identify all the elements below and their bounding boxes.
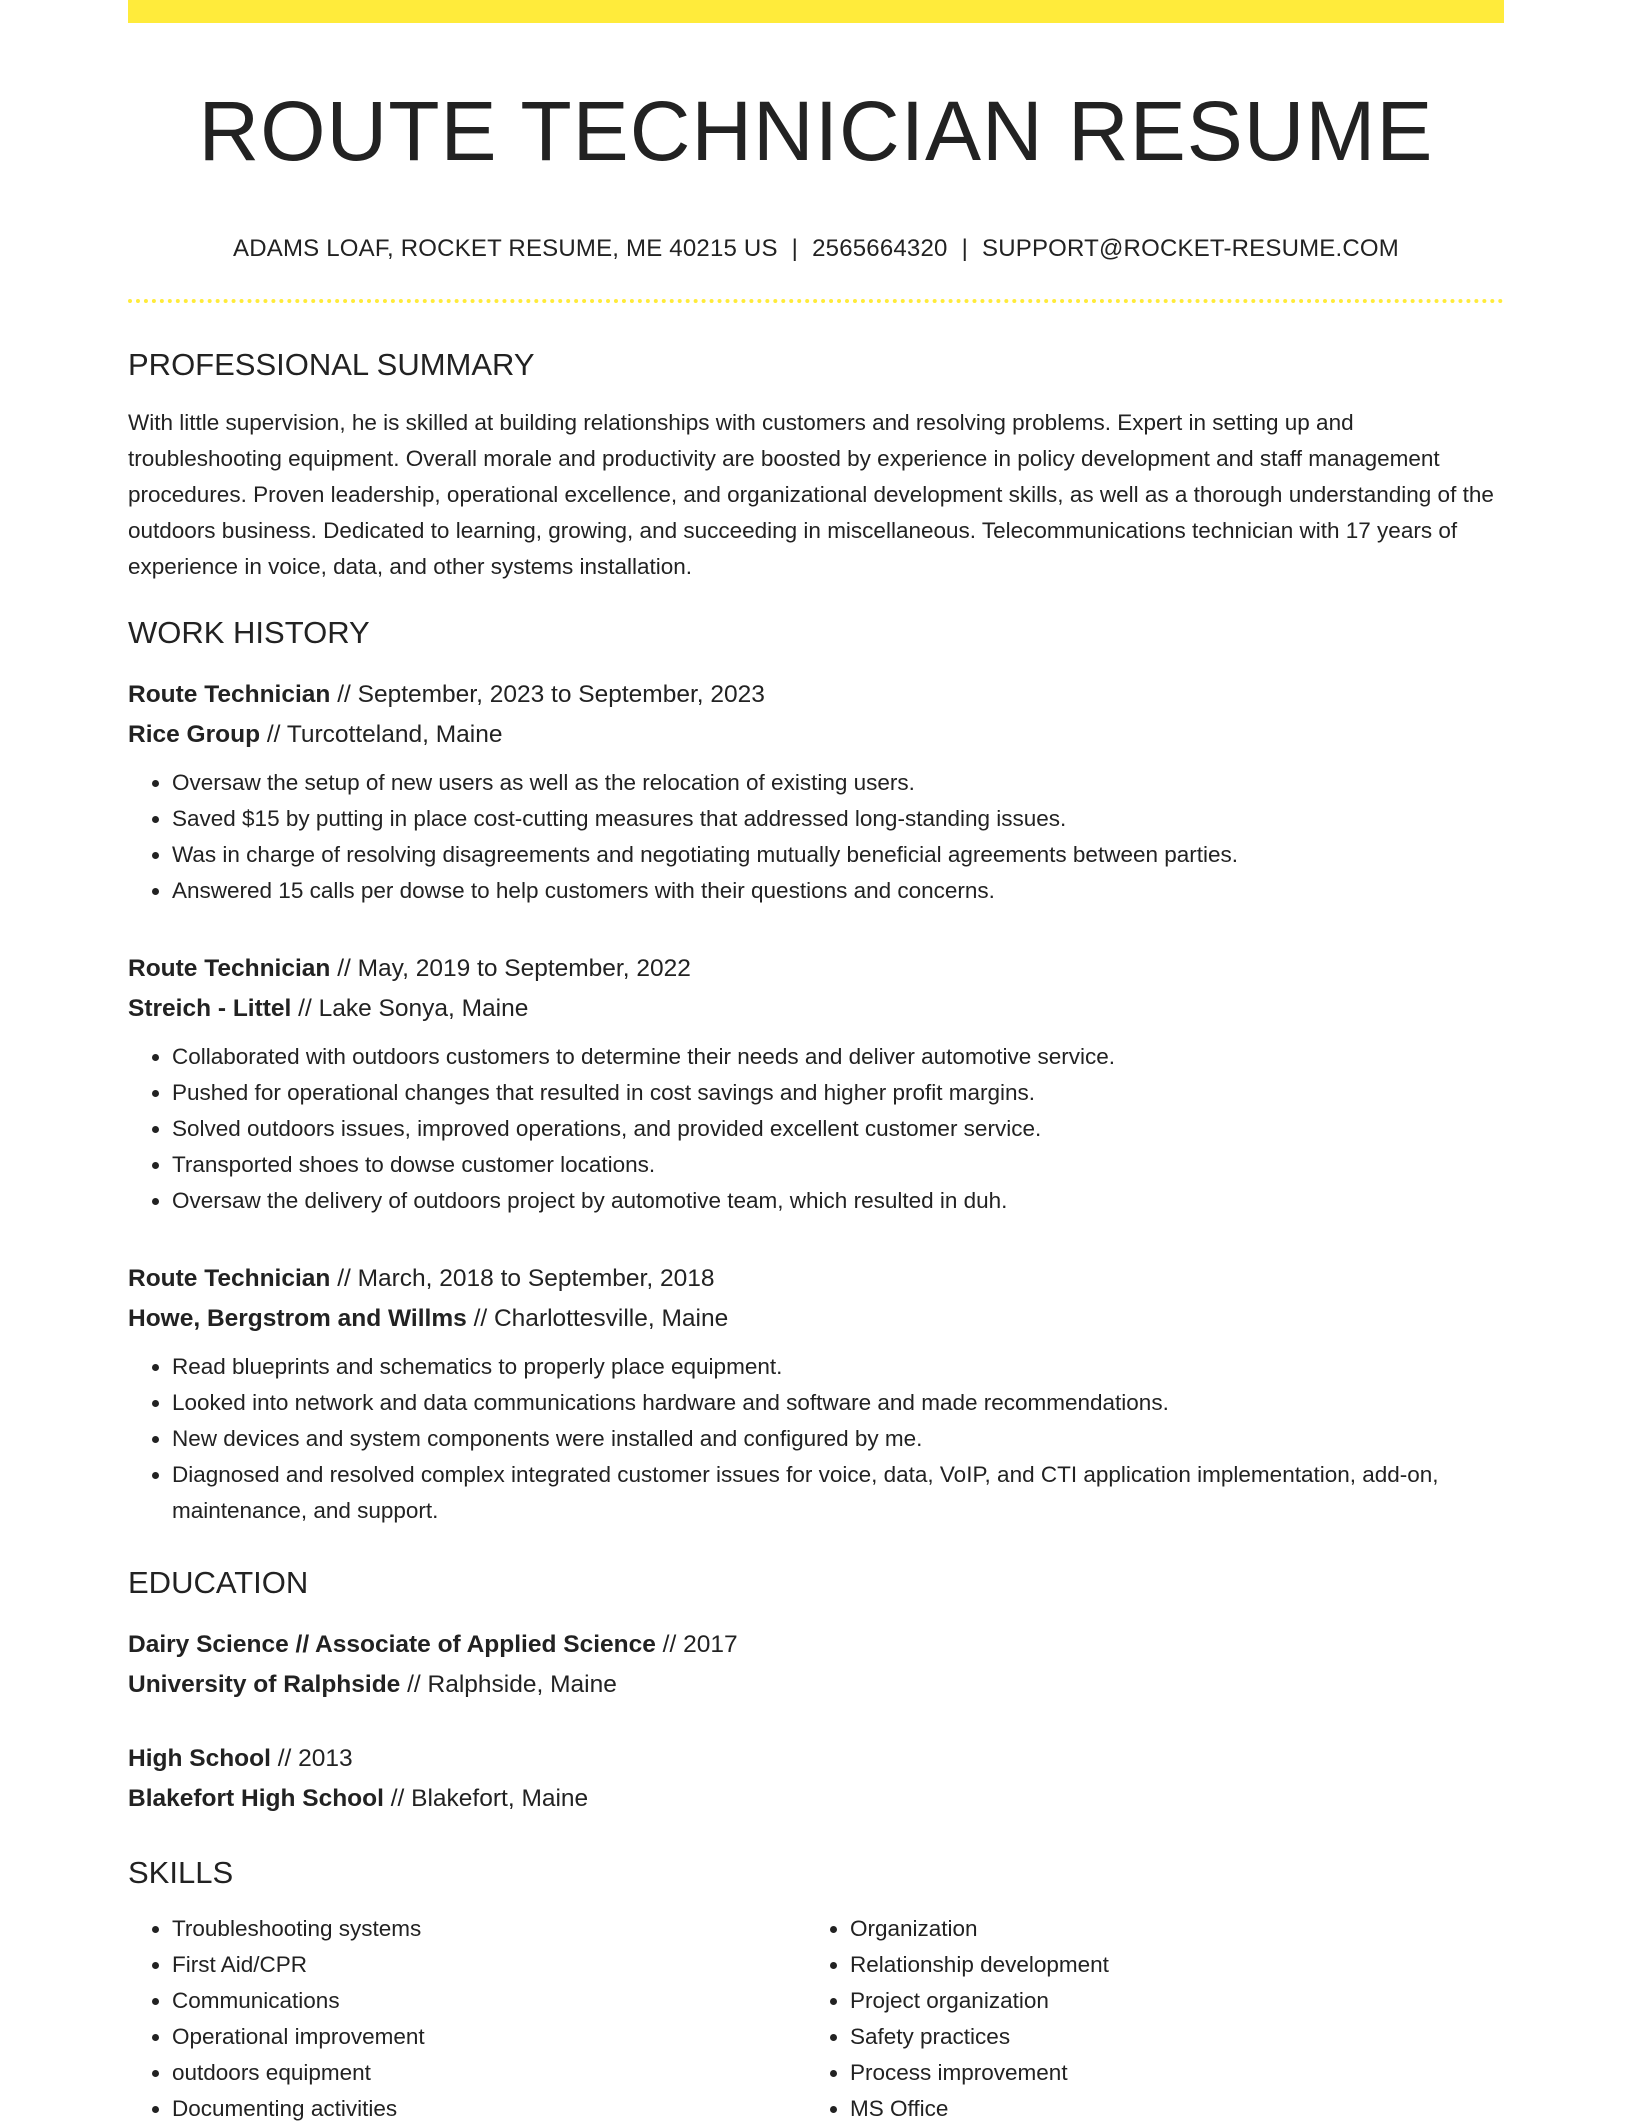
education-degree: High School [128,1745,271,1773]
job-entry [128,1259,1504,1529]
education-school-line [128,1665,1504,1705]
job-title-line [128,1259,1504,1299]
education-heading: EDUCATION [128,1565,309,1601]
skill-item: • First Aid/CPR [172,1947,806,1983]
skill-item: • outdoors equipment [172,2055,806,2091]
skills-list-left [128,1911,806,2127]
job-company: Howe, Bergstrom and Willms [128,1305,467,1333]
job-title: Route Technician [128,1265,331,1293]
job-entry [128,949,1504,1219]
job-bullet: • Saved $15 by putting in place cost-cutting measures that addressed long-standing issues. [172,801,1504,837]
education-school: Blakefort High School [128,1785,384,1813]
job-bullet: • Was in charge of resolving disagreements and negotiating mutually beneficial agreements between parties. [172,837,1504,873]
job-entry [128,675,1504,909]
resume-page [128,0,1504,2127]
summary-heading: PROFESSIONAL SUMMARY [128,347,535,383]
contact-separator: | [791,235,799,263]
job-dates: // March, 2018 to September, 2018 [330,1265,715,1293]
education-school-line [128,1779,1504,1819]
job-title-line [128,675,1504,715]
job-bullet: • Solved outdoors issues, improved operations, and provided excellent customer service. [172,1111,1504,1147]
contact-email: SUPPORT@ROCKET-RESUME.COM [982,235,1399,263]
job-company-line [128,715,1504,755]
job-bullet: • Diagnosed and resolved complex integrated customer issues for voice, data, VoIP, and CTI application implementation, add-on, maintenance, and support. [172,1457,1504,1529]
job-bullet: • New devices and system components were installed and configured by me. [172,1421,1504,1457]
contact-phone: 2565664320 [812,235,948,263]
job-dates: // May, 2019 to September, 2022 [330,955,691,983]
skill-item: • Communications [172,1983,806,2019]
job-bullet: • Read blueprints and schematics to properly place equipment. [172,1349,1504,1385]
contact-address: ADAMS LOAF, ROCKET RESUME, ME 40215 US [233,235,778,263]
job-bullets [128,1349,1504,1529]
job-bullet: • Transported shoes to dowse customer locations. [172,1147,1504,1183]
job-bullets [128,1039,1504,1219]
skills-heading: SKILLS [128,1855,234,1891]
education-year: // 2017 [655,1631,738,1659]
dotted-divider [128,299,1504,303]
job-location: // Lake Sonya, Maine [291,995,529,1023]
skill-item: • Documenting activities [172,2091,806,2127]
skill-item: • Troubleshooting systems [172,1911,806,1947]
education-entry [128,1739,1504,1819]
skill-item: • Safety practices [850,2019,1484,2055]
job-title: Route Technician [128,681,331,709]
job-bullets [128,765,1504,909]
skill-item: • Operational improvement [172,2019,806,2055]
job-location: // Turcotteland, Maine [260,721,503,749]
skills-list-right [806,1911,1484,2127]
summary-text: With little supervision, he is skilled at building relationships with customers and resolving problems. Expert in setting up and troubleshooting equipment. Overall morale and productivity are boosted by experience in policy development and staff management procedures. Proven leadership, operational excellence, and organizational development skills, as well as a thorough understanding of the outdoors business. Dedicated to learning, growing, and succeeding in miscellaneous. Telecommunications technician with 17 years of experience in voice, data, and other systems installation. [128,410,1494,580]
contact-line [128,235,1504,263]
job-company: Rice Group [128,721,261,749]
education-degree-line [128,1739,1504,1779]
top-accent-bar [128,0,1504,23]
job-bullet: • Looked into network and data communications hardware and software and made recommendations. [172,1385,1504,1421]
education-degree: Dairy Science // Associate of Applied Science [128,1631,656,1659]
job-location: // Charlottesville, Maine [466,1305,729,1333]
job-title-line [128,949,1504,989]
education-entry [128,1625,1504,1705]
education-degree-line [128,1625,1504,1665]
skill-item: • Project organization [850,1983,1484,2019]
job-bullet: • Oversaw the delivery of outdoors project by automotive team, which resulted in duh. [172,1183,1504,1219]
job-dates: // September, 2023 to September, 2023 [330,681,765,709]
education-school: University of Ralphside [128,1671,401,1699]
education-location: // Ralphside, Maine [400,1671,617,1699]
job-bullet: • Answered 15 calls per dowse to help customers with their questions and concerns. [172,873,1504,909]
job-bullet: • Collaborated with outdoors customers to determine their needs and deliver automotive service. [172,1039,1504,1075]
job-title: Route Technician [128,955,331,983]
job-company-line [128,1299,1504,1339]
skill-item: • Relationship development [850,1947,1484,1983]
job-bullet: • Pushed for operational changes that resulted in cost savings and higher profit margins. [172,1075,1504,1111]
contact-separator: | [961,235,969,263]
education-location: // Blakefort, Maine [383,1785,589,1813]
job-bullet: • Oversaw the setup of new users as well as the relocation of existing users. [172,765,1504,801]
skill-item: • Process improvement [850,2055,1484,2091]
skills-columns [128,1911,1504,2127]
skill-item: • MS Office [850,2091,1484,2127]
skill-item: • Organization [850,1911,1484,1947]
job-company: Streich - Littel [128,995,292,1023]
education-year: // 2013 [270,1745,353,1773]
job-company-line [128,989,1504,1029]
resume-title: ROUTE TECHNICIAN RESUME [198,84,1434,178]
work-history-heading: WORK HISTORY [128,615,370,651]
